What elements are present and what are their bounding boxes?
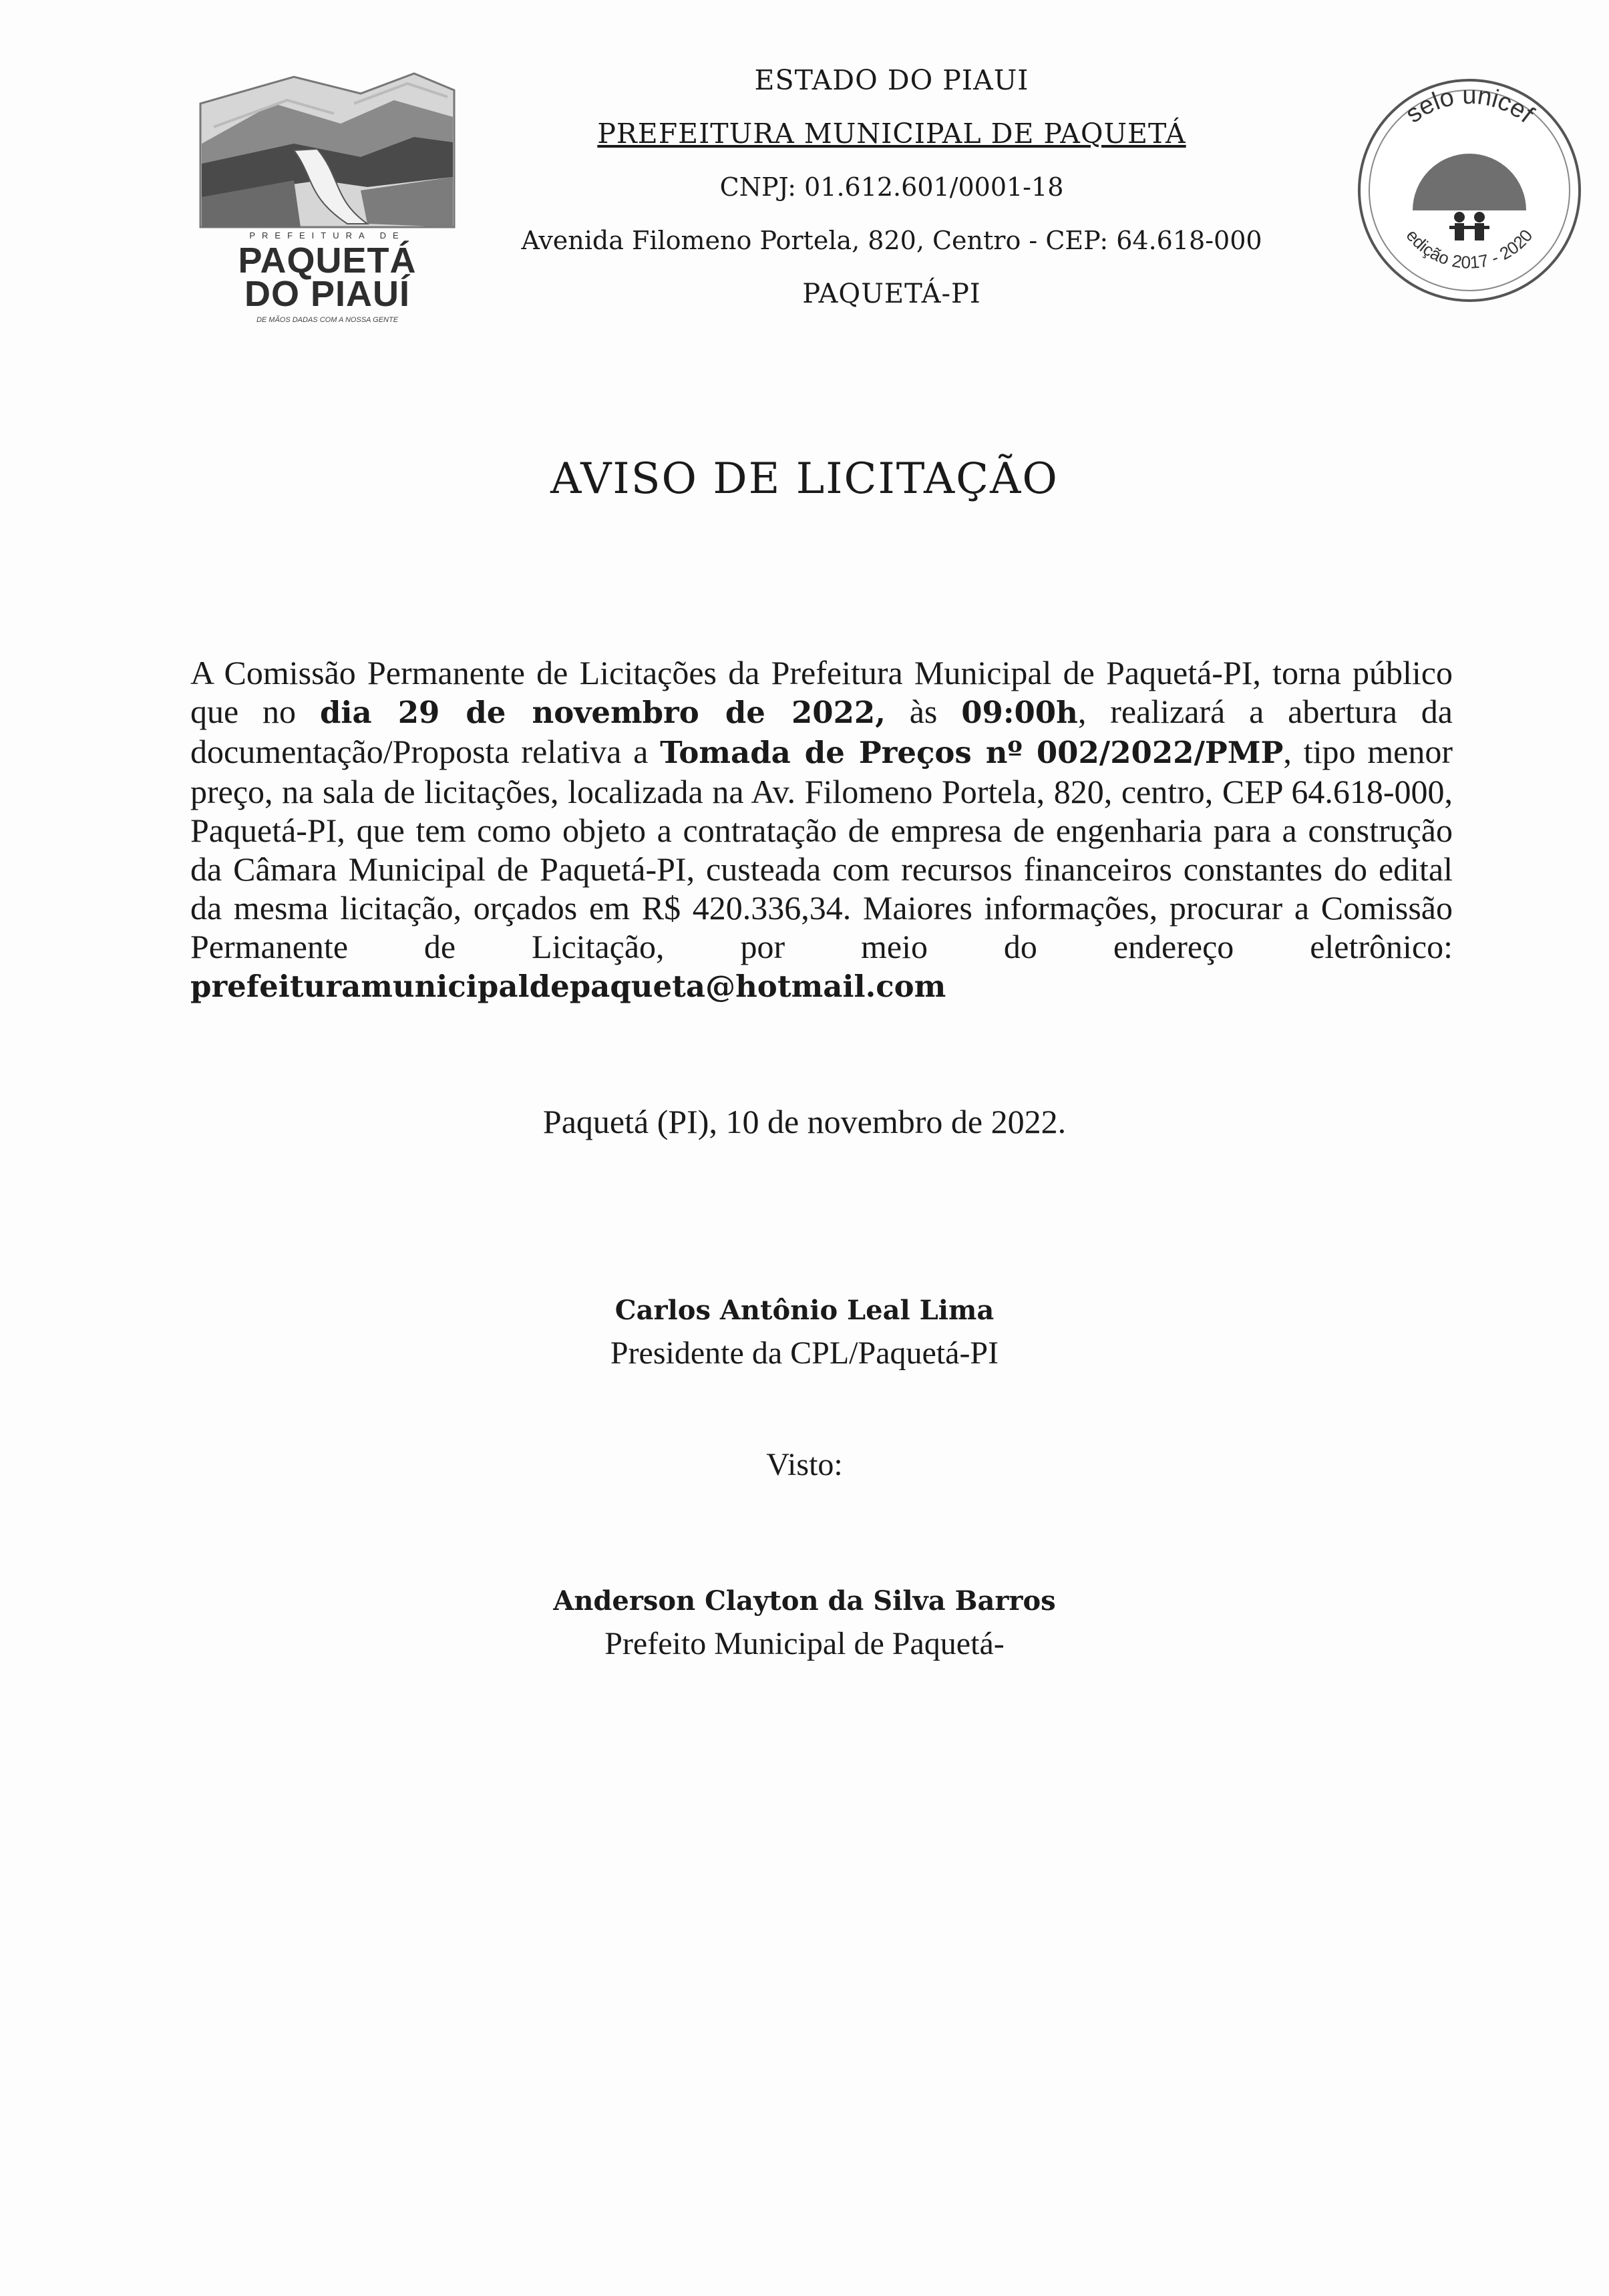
session-time: 09:00h — [961, 695, 1078, 730]
landscape-logo-icon — [194, 63, 461, 230]
place-date: Paquetá (PI), 10 de novembro de 2022. — [542, 1103, 1067, 1140]
logo-name-line2: DO PIAUÍ — [244, 274, 411, 314]
body-text-4: , tipo menor preço, na sala de licitações, localizada na Av. Filomeno Portela, 820, centro, CEP 64.618-000, Paquetá-PI, que tem como objeto a contratação de empresa de engenharia para a construção da Câmara Municipal de Paquetá-PI, custeada com recursos financeiros constantes do edital da mesma licitação, orçados em R$ 420.336,34. Maiores informações, procurar a Comissão Permanente de Licitação, por meio do endereço eletrônico: — [190, 733, 1453, 965]
signature-block-president — [0, 1289, 1609, 1375]
logo-slogan: DE MÃOS DADAS COM A NOSSA GENTE — [256, 316, 399, 324]
seal-bottom-text: edição 2017 - 2020 — [1402, 225, 1537, 273]
state-name: ESTADO DO PIAUI — [754, 64, 1029, 96]
city: PAQUETÁ-PI — [802, 279, 981, 309]
seal-top-text: selo unicef — [1400, 81, 1539, 129]
prefecture-name: PREFEITURA MUNICIPAL DE PAQUETÁ — [597, 118, 1186, 150]
logo-name-line1: PAQUETÁ — [238, 240, 417, 281]
body-text-1: A Comissão Permanente de Licitações da Prefeitura Municipal de Paquetá-PI, torna público que no — [190, 654, 1453, 730]
process-number: Tomada de Preços nº 002/2022/PMP — [660, 735, 1284, 770]
prefecture-logo — [194, 63, 461, 324]
unicef-seal — [1353, 73, 1586, 307]
body-text-2: às — [885, 693, 962, 730]
address: Avenida Filomeno Portela, 820, Centro - CEP: 64.618-000 — [521, 226, 1262, 255]
signer-name: Anderson Clayton da Silva Barros — [553, 1585, 1056, 1617]
signer-name: Carlos Antônio Leal Lima — [614, 1295, 995, 1326]
signer-role: Prefeito Municipal de Paquetá- — [604, 1626, 1005, 1661]
logo-kicker: PREFEITURA DE — [249, 230, 405, 240]
contact-email: prefeituramunicipaldepaqueta@hotmail.com — [190, 969, 946, 1004]
unicef-seal-icon — [1353, 73, 1586, 307]
body-text-3: , realizará a abertura da documentação/Proposta relativa a — [190, 693, 1453, 770]
signature-block-mayor — [0, 1580, 1609, 1665]
cnpj: CNPJ: 01.612.601/0001-18 — [719, 172, 1064, 202]
session-date: dia 29 de novembro de 2022, — [319, 695, 886, 730]
notice-title: AVISO DE LICITAÇÃO — [550, 454, 1059, 504]
signer-role: Presidente da CPL/Paquetá-PI — [610, 1335, 999, 1371]
notice-body — [190, 653, 1453, 1006]
letterhead — [481, 53, 1302, 321]
visto-label: Visto: — [766, 1447, 843, 1482]
